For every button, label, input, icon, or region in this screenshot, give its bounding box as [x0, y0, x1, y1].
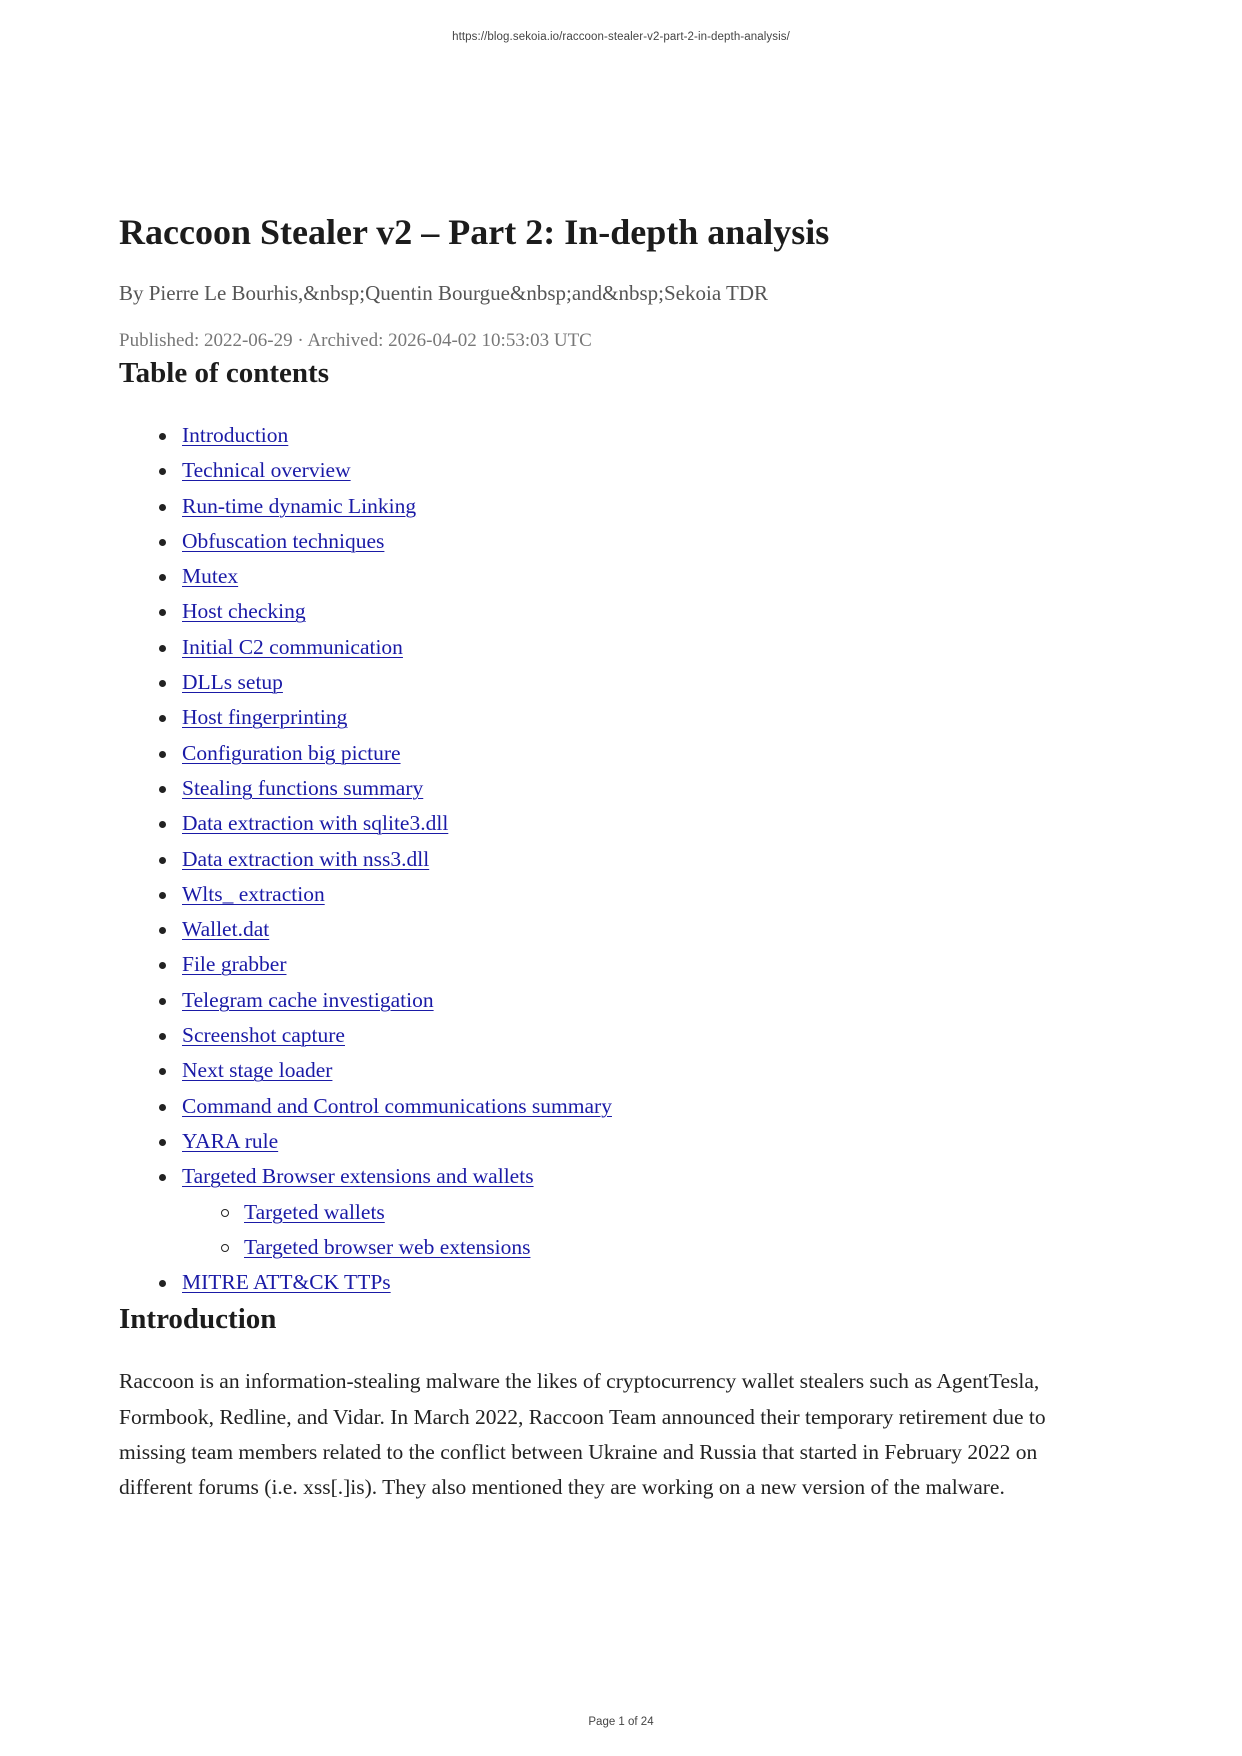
page-number-footer: Page 1 of 24 — [588, 1716, 654, 1728]
toc-item — [119, 1089, 1079, 1124]
toc-link-dlls-setup[interactable]: DLLs setup — [182, 670, 283, 695]
toc-link-telegram-cache-investigation[interactable]: Telegram cache investigation — [182, 987, 434, 1012]
toc-subitem — [119, 1230, 1079, 1265]
toc-item — [119, 1053, 1079, 1088]
toc-item — [119, 594, 1079, 629]
introduction-paragraph: Raccoon is an information-stealing malware the likes of cryptocurrency wallet stealers such as AgentTesla, Formbook, Redline, and Vidar. In March 2022, Raccoon Team announced their temporary retirement due to missing team members related to the conflict between Ukraine and Russia that started in February 2022 on different forums (i.e. xss[.]is). They also mentioned they are working on a new version of the malware. — [119, 1369, 1046, 1500]
toc-item — [119, 700, 1079, 735]
toc-link-targeted-extensions-and-wallets[interactable]: Targeted Browser extensions and wallets — [182, 1164, 534, 1189]
article-meta: Published: 2022-06-29 · Archived: 2026-04-02 10:53:03 UTC — [119, 330, 592, 351]
toc-item — [119, 1265, 1079, 1300]
toc-link-wallet-dat[interactable]: Wallet.dat — [182, 917, 270, 942]
toc-item — [119, 736, 1079, 771]
toc-item — [119, 842, 1079, 877]
toc-item — [119, 877, 1079, 912]
toc-link-mitre-attack-ttps[interactable]: MITRE ATT&CK TTPs — [182, 1270, 391, 1295]
toc-item — [119, 1018, 1079, 1053]
toc-link-targeted-browser-web-extensions[interactable]: Targeted browser web extensions — [244, 1234, 531, 1259]
toc-link-yara-rule[interactable]: YARA rule — [182, 1128, 279, 1153]
toc-link-initial-c2-communication[interactable]: Initial C2 communication — [182, 634, 403, 659]
article — [119, 210, 1079, 1506]
toc-link-targeted-wallets[interactable]: Targeted wallets — [244, 1199, 385, 1224]
toc-item — [119, 489, 1079, 524]
toc-subitem — [119, 1195, 1079, 1230]
table-of-contents — [119, 418, 1079, 1300]
toc-link-data-extraction-nss3[interactable]: Data extraction with nss3.dll — [182, 846, 430, 871]
toc-item — [119, 453, 1079, 488]
toc-link-host-checking[interactable]: Host checking — [182, 599, 306, 624]
toc-item — [119, 665, 1079, 700]
toc-item — [119, 418, 1079, 453]
toc-link-screenshot-capture[interactable]: Screenshot capture — [182, 1023, 345, 1048]
toc-item — [119, 983, 1079, 1018]
toc-link-wlts-extraction[interactable]: Wlts_ extraction — [182, 881, 325, 906]
toc-link-run-time-dynamic-linking[interactable]: Run-time dynamic Linking — [182, 493, 417, 518]
toc-link-introduction[interactable]: Introduction — [182, 423, 289, 447]
toc-item — [119, 771, 1079, 806]
toc-link-c2-communications-summary[interactable]: Command and Control communications summary — [182, 1093, 612, 1118]
toc-heading: Table of contents — [119, 357, 329, 389]
toc-link-host-fingerprinting[interactable]: Host fingerprinting — [182, 705, 348, 730]
toc-item — [119, 524, 1079, 559]
page-url-header: https://blog.sekoia.io/raccoon-stealer-v2-part-2-in-depth-analysis/ — [452, 31, 790, 43]
toc-link-file-grabber[interactable]: File grabber — [182, 952, 287, 977]
toc-item — [119, 559, 1079, 594]
toc-item — [119, 806, 1079, 841]
article-title: Raccoon Stealer v2 – Part 2: In-depth analysis — [119, 212, 830, 252]
toc-link-obfuscation-techniques[interactable]: Obfuscation techniques — [182, 528, 385, 553]
toc-link-next-stage-loader[interactable]: Next stage loader — [182, 1058, 333, 1083]
toc-item — [119, 1159, 1079, 1194]
introduction-heading: Introduction — [119, 1303, 277, 1336]
toc-link-technical-overview[interactable]: Technical overview — [182, 458, 351, 483]
toc-item — [119, 1124, 1079, 1159]
toc-item — [119, 630, 1079, 665]
toc-link-stealing-functions-summary[interactable]: Stealing functions summary — [182, 775, 424, 800]
toc-link-mutex[interactable]: Mutex — [182, 564, 239, 589]
article-byline: By Pierre Le Bourhis,&nbsp;Quentin Bourgue&nbsp;and&nbsp;Sekoia TDR — [119, 281, 769, 305]
toc-link-data-extraction-sqlite3[interactable]: Data extraction with sqlite3.dll — [182, 811, 449, 836]
toc-link-configuration-big-picture[interactable]: Configuration big picture — [182, 740, 401, 765]
toc-item — [119, 912, 1079, 947]
toc-item — [119, 947, 1079, 982]
